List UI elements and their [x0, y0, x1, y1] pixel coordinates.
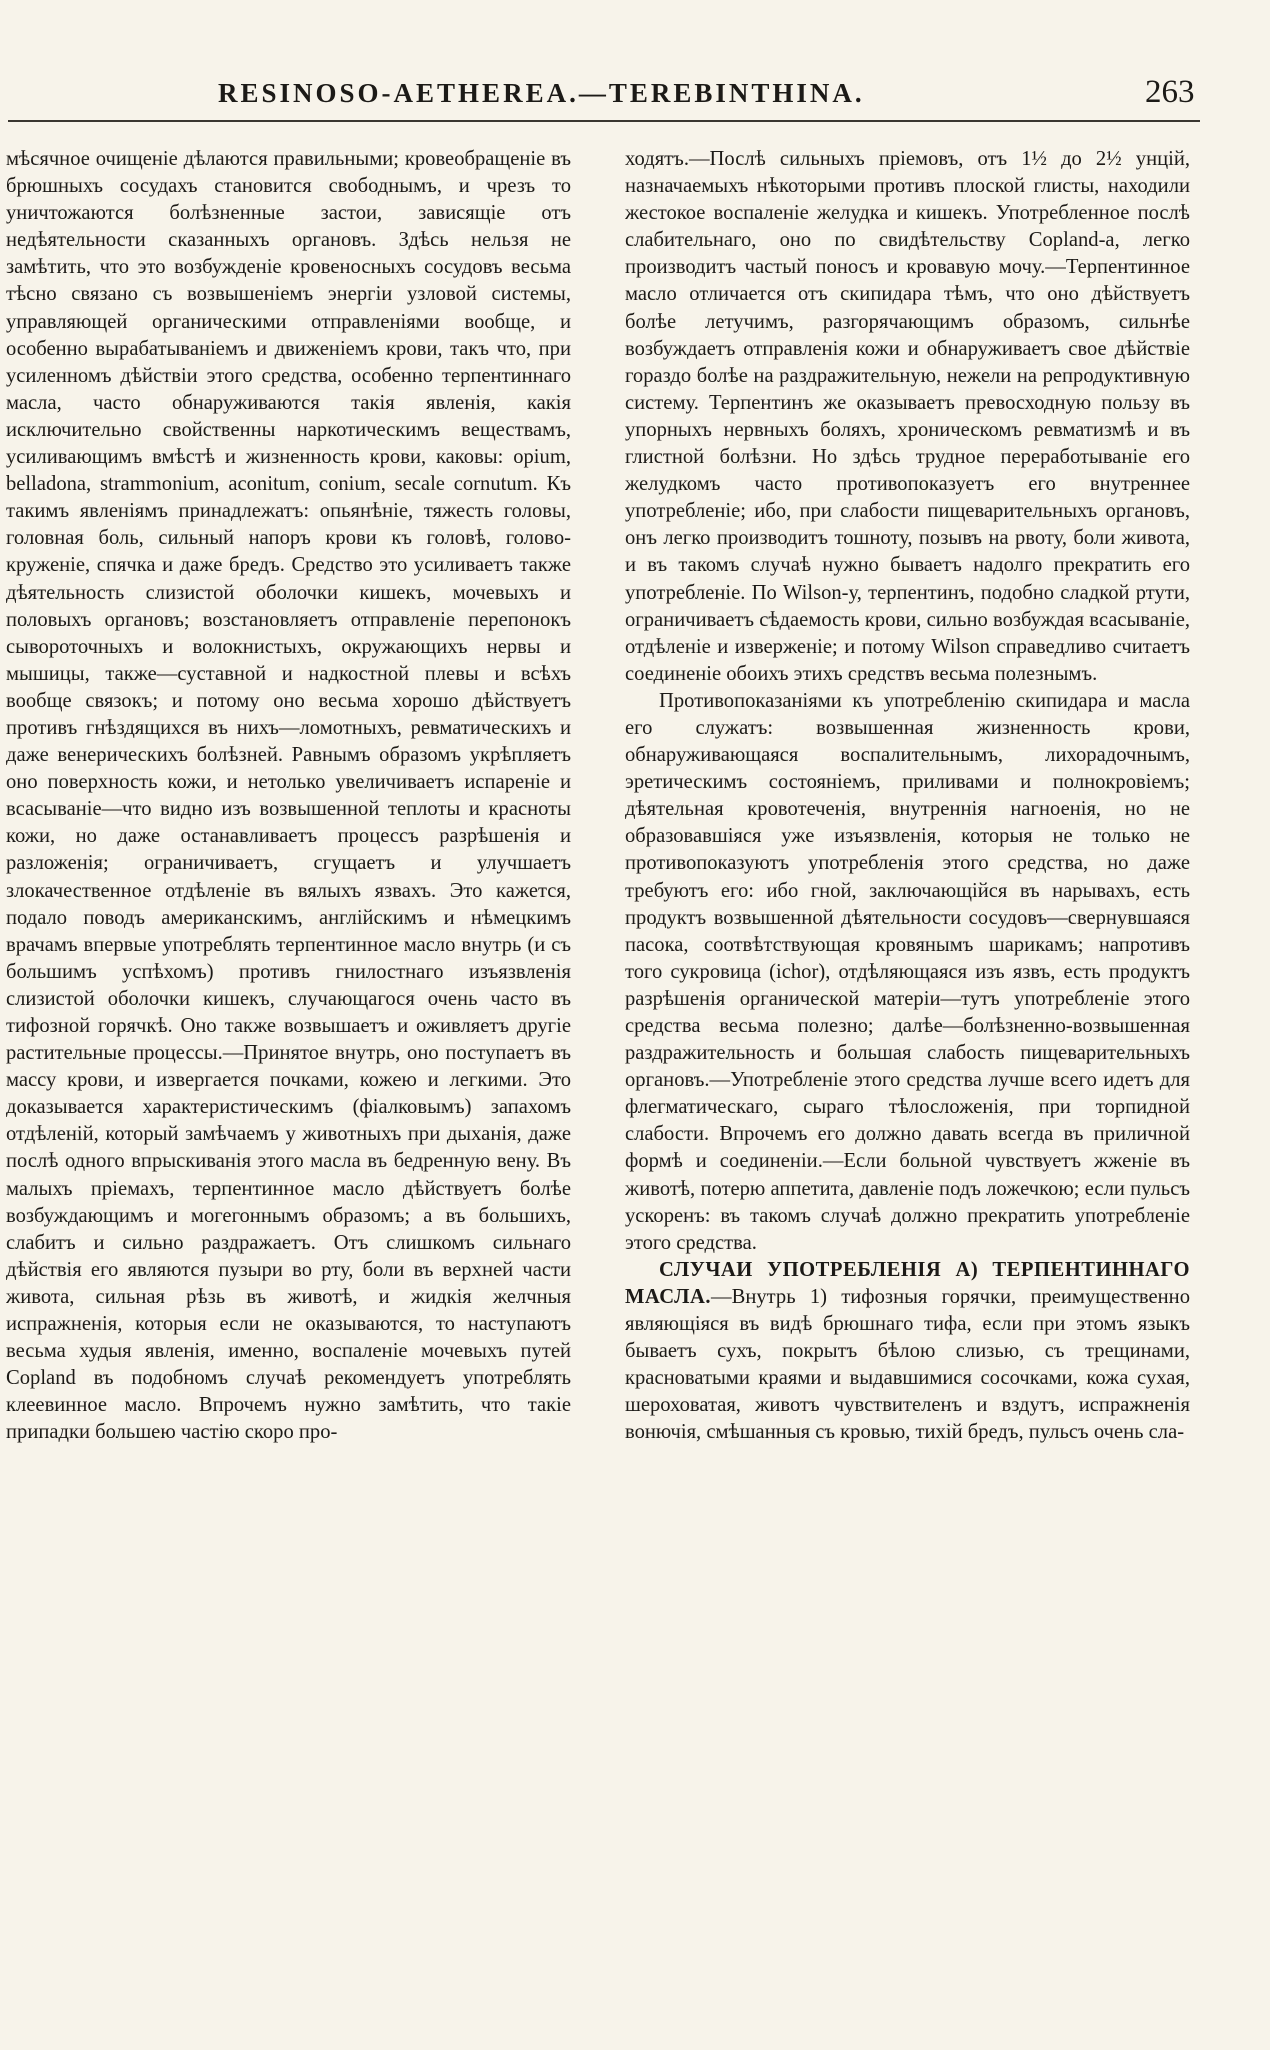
- page-header: [0, 74, 1200, 118]
- left-column-text: мѣсячное очищеніе дѣлаются правильными; кровеобращеніе въ брюшныхъ сосудахъ становится свободнымъ, и чрезъ то уничтожаются болѣзненные застои, зависящіе отъ недѣятельности сказанныхъ органовъ. Здѣсь нельзя не замѣтить, что это возбужденіе кровеносныхъ сосудовъ весьма тѣсно связано съ возвышеніемъ энергіи узловой системы, управляющей органическими отправленіями вообще, и особенно вырабатываніемъ и движеніемъ крови, такъ что, при усиленномъ дѣйствіи этого средства, особенно терпентиннаго масла, часто обнаруживаются такія явленія, какія исключительно свойственны наркотическимъ веществамъ, усиливающимъ вмѣстѣ и жизненность крови, каковы: opium, belladona, strammonium, aconitum, conium, secale cornutum. Къ такимъ явленіямъ принадлежатъ: опьянѣніе, тяжесть головы, головная боль, сильный напоръ крови къ головѣ, голово-круженіе, спячка и даже бредъ. Средство это усиливаетъ также дѣятельность слизистой оболочки кишекъ, мочевыхъ и половыхъ органовъ; возстановляетъ отправленіе перепонокъ сывороточныхъ и волокнистыхъ, окружающихъ нервы и мышицы, также—суставной и надкостной плевы и всѣхъ вообще связокъ; и потому оно весьма хорошо дѣйствуетъ противъ гнѣздящихся въ нихъ—ломотныхъ, ревматическихъ и даже венерическихъ болѣзней. Равнымъ образомъ укрѣпляетъ оно поверхность кожи, и нетолько увеличиваетъ испареніе и всасываніе—что видно изъ возвышенной теплоты и красноты кожи, но даже останавливаетъ процессъ разрѣшенія и разложенія; ограничиваетъ, сгущаетъ и улучшаетъ злокачественное отдѣленіе въ вялыхъ язвахъ. Это кажется, подало поводъ американскимъ, англійскимъ и нѣмецкимъ врачамъ впервые употреблять терпентинное масло внутрь (и съ большимъ успѣхомъ) противъ гнилостнаго изъязвленія слизистой оболочки кишекъ, случающагося очень часто въ тифозной горячкѣ. Оно также возвышаетъ и оживляетъ другіе растительные процессы.—Принятое внутрь, оно поступаетъ въ массу крови, и извергается почками, кожею и легкими. Это доказывается характеристическимъ (фіалковымъ) запахомъ отдѣленій, который замѣчаемъ у животныхъ при дыханія, даже послѣ одного впрыскиванія этого масла въ бедренную вену. Въ малыхъ пріемахъ, терпентинное масло дѣйствуетъ болѣе возбуждающимъ и могегоннымъ образомъ; а въ большихъ, слабитъ и сильно раздражаетъ. Отъ слишкомъ сильнаго дѣйствія его являются пузыри во рту, боли въ верхней части живота, сильная рѣзь въ животѣ, и жидкія желчныя испражненія, которыя если не оказываются, то наступаютъ весьма худыя явленія, именно, воспаленіе мочевыхъ путей Copland въ подобномъ случаѣ рекомендуетъ употреблять клеевинное масло. Впрочемъ нужно замѣтить, что такіе припадки большею частію скоро про-: [6, 148, 571, 1444]
- running-head: RESINOSO-AETHEREA.—TEREBINTHINA.: [218, 78, 865, 108]
- right-paragraph-2: Противопоказаніями къ употребленію скипидара и масла его служатъ: возвышенная жизненность крови, обнаруживающаяся воспалительнымъ, лихорадочнымъ, эретическимъ состояніемъ, приливами и полнокровіемъ; дѣятельная кровотеченія, внутреннія нагноенія, но не образовавшіяся уже изъязвленія, которыя не только не противопоказуютъ употребленія этого средства, но даже требуютъ его: ибо гной, заключающійся въ нарывахъ, есть продуктъ возвышенной дѣятельности сосудовъ—свернувшаяся пасока, соотвѣтствующая кровянымъ шарикамъ; напротивъ того сукровица (ichor), отдѣляющаяся изъ язвъ, есть продуктъ разрѣшенія органической матеріи—тутъ употребленіе этого средства весьма полезно; далѣе—болѣзненно-возвышенная раздражительность и большая слабость пищеварительныхъ органовъ.—Употребленіе этого средства лучше всего идетъ для флегматическаго, сыраго тѣлосложенія, при торпидной слабости. Впрочемъ его должно давать всегда въ приличной формѣ и соединеніи.—Если больной чувствуетъ жженіе въ животѣ, потерю аппетита, давленіе подъ ложечкою; если пульсъ ускоренъ: въ такомъ случаѣ должно прекратить употребленіе этого средства.: [625, 689, 1190, 1254]
- header-rule: [8, 120, 1200, 122]
- right-column: [625, 146, 1190, 1447]
- right-paragraph-1: ходятъ.—Послѣ сильныхъ пріемовъ, отъ 1½ до 2½ унцій, назначаемыхъ нѣкоторыми противъ плоской глисты, находили жестокое воспаленіе желудка и кишекъ. Употребленное послѣ слабительнаго, оно по свидѣтельству Copland-а, легко производитъ частый поносъ и кровавую мочу.—Терпентинное масло отличается отъ скипидара тѣмъ, что оно дѣйствуетъ болѣе летучимъ, разгорячающимъ образомъ, сильнѣе возбуждаетъ отправленія кожи и обнаруживаетъ свое дѣйствіе гораздо болѣе на раздражительную, нежели на репродуктивную систему. Терпентинъ же оказываетъ превосходную пользу въ упорныхъ нервныхъ боляхъ, хроническомъ ревматизмѣ и въ глистной болѣзни. Но здѣсь трудное переработываніе его желудкомъ часто противопоказуетъ его внутреннее употребленіе; ибо, при слабости пищеварительныхъ органовъ, онъ легко производитъ тошноту, позывъ на рвоту, боли живота, и въ такомъ случаѣ нужно бываетъ надолго прекратить его употребленіе. По Wilson-у, терпентинъ, подобно сладкой ртути, ограничиваетъ сѣдаемость крови, сильно возбуждая всасываніе, отдѣленіе и изверженіе; и потому Wilson справедливо считаетъ соединеніе обоихъ этихъ средствъ весьма полезнымъ.: [625, 148, 1190, 685]
- right-paragraph-3-text: —Внутрь 1) тифозныя горячки, преимущественно являющіяся въ видѣ брюшнаго тифа, если при этомъ языкъ бываетъ сухъ, покрытъ бѣлою слизью, съ трещинами, красноватыми краями и выдавшимися сосочками, кожа сухая, шероховатая, животъ чувствителенъ и вздутъ, испражненія вонючія, смѣшанныя съ кровью, тихій бредъ, пульсъ очень сла-: [625, 1285, 1190, 1444]
- right-paragraph-3: [625, 1257, 1190, 1447]
- left-column: [6, 146, 571, 1447]
- section-heading: СЛУЧАИ УПОТРЕБЛЕНІЯ А) ТЕРПЕНТИННАГО МАСЛА.: [625, 1258, 1190, 1308]
- page-number: 263: [1145, 74, 1195, 110]
